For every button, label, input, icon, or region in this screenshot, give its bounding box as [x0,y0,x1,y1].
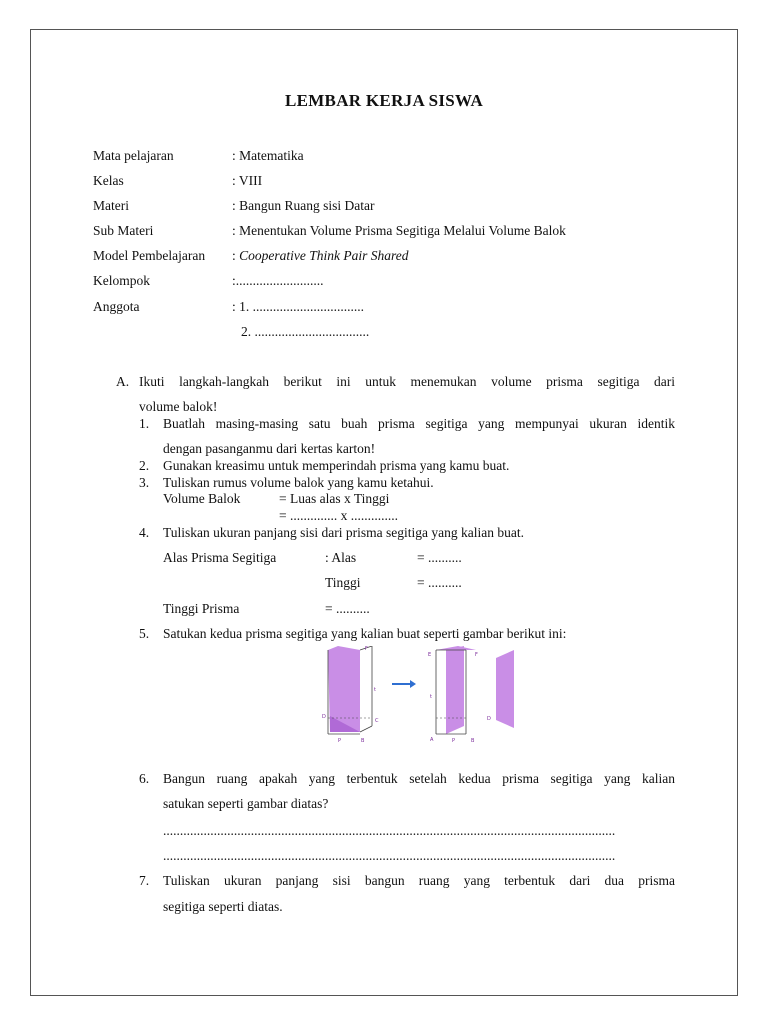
label-t: t [374,687,376,693]
info-value-material: : Bangun Ruang sisi Datar [232,198,375,213]
info-label-members: Anggota [93,299,140,314]
step-1-number: 1. [139,416,150,431]
step-4-number: 4. [139,525,150,540]
info-value-class: : VIII [232,173,263,188]
tinggi-prisma-blank: = .......... [325,601,370,616]
prism-left-top-face [328,646,360,650]
info-label-subject: Mata pelajaran [93,148,174,163]
prism-middle-group [428,646,478,744]
section-a-marker: A. [116,374,130,389]
info-value-member-1: : 1. ................................. [232,299,365,314]
step-4-text: Tuliskan ukuran panjang sisi dari prisma segitiga yang kalian buat. [163,525,524,540]
alas-value-blank: = .......... [417,550,462,565]
label-t2: t [430,694,432,700]
step-2-number: 2. [139,458,150,473]
info-value-model-prefix: : [232,248,240,263]
prism-right-piece [487,650,514,728]
formula-label: Volume Balok [163,491,241,506]
info-label-submaterial: Sub Materi [93,223,154,238]
label-f2: F [475,652,478,658]
arrow-icon [392,680,416,688]
prism-right-face [496,650,514,728]
step-5-text: Satukan kedua prisma segitiga yang kalian buat seperti gambar berikut ini: [163,626,567,641]
tinggi-prisma-label: Tinggi Prisma [163,601,240,616]
label-p: P [338,738,342,744]
info-value-subject: : Matematika [232,148,304,163]
step-5-number: 5. [139,626,150,641]
tinggi-value-blank: = .......... [417,575,462,590]
step-1-line-2: dengan pasanganmu dari kertas karton! [163,441,376,456]
step-2-text: Gunakan kreasimu untuk memperindah prisma yang kamu buat. [163,458,510,473]
label-e: E [428,652,432,658]
label-d2: D [487,716,491,722]
info-value-submaterial: : Menentukan Volume Prisma Segitiga Melalui Volume Balok [232,223,566,238]
worksheet-title: LEMBAR KERJA SISWA [284,91,484,110]
label-a: A [430,737,434,743]
info-value-group: :.......................... [232,273,324,288]
info-value-model [232,248,409,264]
alas-sub-label: : Alas [325,550,357,565]
prism-figure [318,646,530,746]
label-c: C [375,718,379,724]
section-a-line-1: Ikuti langkah-langkah berikut ini untuk menemukan volume prisma segitiga dari [139,374,675,389]
prism-middle-face [446,646,464,734]
alas-prisma-label: Alas Prisma Segitiga [163,550,277,565]
info-label-material: Materi [93,198,129,213]
info-value-member-2: 2. .................................. [241,324,370,339]
label-p2: P [452,738,456,744]
step-7-line-1: Tuliskan ukuran panjang sisi bangun ruang yang terbentuk dari dua prisma [163,873,675,888]
label-b2: B [471,738,475,744]
edge-line [360,726,372,732]
step-3-text: Tuliskan rumus volume balok yang kamu ketahui. [163,475,434,490]
prism-left-group [322,646,379,744]
formula-equation-blank: = .............. x .............. [279,508,398,523]
prism-middle-top [436,646,476,650]
label-d: D [322,714,326,720]
step-7-line-2: segitiga seperti diatas. [163,899,283,914]
label-b: B [361,738,365,744]
step-6-answer-line-2: ...................................................................................................................................... [163,848,616,863]
step-3-number: 3. [139,475,150,490]
tinggi-sub-label: Tinggi [325,575,361,590]
step-1-line-1: Buatlah masing-masing satu buah prisma segitiga yang mempunyai ukuran identik [163,416,675,431]
label-f: F [365,646,368,652]
section-a-line-2: volume balok! [139,399,218,414]
step-6-line-2: satukan seperti gambar diatas? [163,796,329,811]
info-label-group: Kelompok [93,273,150,288]
step-6-line-1: Bangun ruang apakah yang terbentuk setelah kedua prisma segitiga yang kalian [163,771,675,786]
step-6-answer-line-1: ...................................................................................................................................... [163,823,616,838]
info-value-model-text: Cooperative Think Pair Shared [239,248,409,263]
step-7-number: 7. [139,873,150,888]
info-label-class: Kelas [93,173,124,188]
info-label-model: Model Pembelajaran [93,248,206,263]
step-6-number: 6. [139,771,150,786]
formula-equation: = Luas alas x Tinggi [279,491,390,506]
